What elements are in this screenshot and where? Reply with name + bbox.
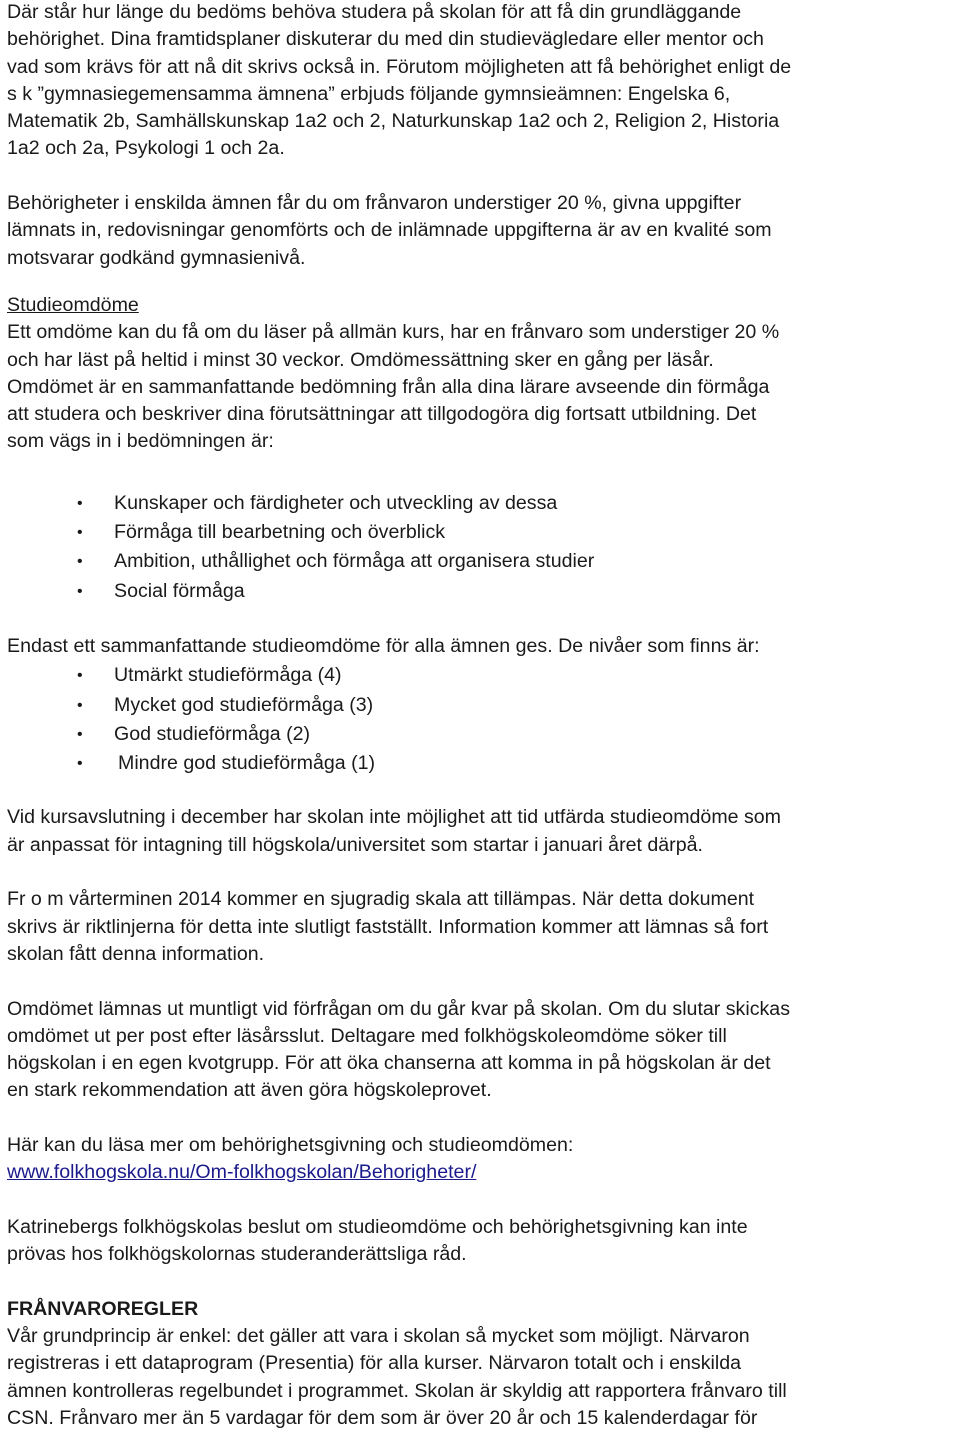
text-line: 1a2 och 2a, Psykologi 1 och 2a. xyxy=(7,137,285,160)
bullet-icon: • xyxy=(77,524,83,542)
list-item xyxy=(7,720,955,749)
read-more-paragraph xyxy=(7,1132,955,1187)
text-line: vad som krävs för att nå dit skrivs också in. Förutom möjligheten att få behörighet enligt de xyxy=(7,55,792,78)
levels-intro: Endast ett sammanfattande studieomdöme för alla ämnen ges. De nivåer som finns är: xyxy=(7,634,760,657)
text-line: Vid kursavslutning i december har skolan inte möjlighet att tid utfärda studieomdöme som xyxy=(7,806,781,829)
text-line: behörighet. Dina framtidsplaner diskuterar du med din studievägledare eller mentor och xyxy=(7,28,764,51)
bullet-icon: • xyxy=(77,696,83,714)
text-line: prövas hos folkhögskolornas studeranderättsliga råd. xyxy=(7,1243,467,1266)
text-line: Omdömet lämnas ut muntligt vid förfrågan om du går kvar på skolan. Om du slutar skickas xyxy=(7,997,790,1020)
list-item xyxy=(7,749,955,778)
text-line: Behörigheter i enskilda ämnen får du om frånvaron understiger 20 %, givna uppgifter xyxy=(7,192,742,215)
list-item xyxy=(7,518,955,547)
section-heading: FRÅNVAROREGLER xyxy=(7,1297,199,1320)
list-item-label: Förmåga till bearbetning och överblick xyxy=(114,521,446,544)
text-line: Katrinebergs folkhögskolas beslut om studieomdöme och behörighetsgivning kan inte xyxy=(7,1215,748,1238)
criteria-list xyxy=(7,489,955,606)
text-line: Där står hur länge du bedöms behöva studera på skolan för att få din grundläggande xyxy=(7,1,742,23)
text-line: s k ”gymnasiegemensamma ämnena” erbjuds följande gymnsieämnen: Engelska 6, xyxy=(7,82,731,105)
absence-rules-section xyxy=(7,1296,955,1432)
text-line: Här kan du läsa mer om behörighetsgivning och studieomdömen: xyxy=(7,1133,574,1156)
studieomdome-section xyxy=(7,292,955,778)
behorigheter-link[interactable]: www.folkhogskola.nu/Om-folkhogskolan/Behorigheter/ xyxy=(7,1161,477,1184)
text-line: registreras i ett dataprogram (Presentia) för alla kurser. Närvaron totalt och i enskilda xyxy=(7,1352,741,1375)
bullet-icon: • xyxy=(77,755,83,773)
list-item xyxy=(7,547,955,576)
bullet-icon: • xyxy=(77,582,83,600)
text-line: en stark rekommendation att även göra högskoleprovet. xyxy=(7,1079,492,1102)
text-line: Matematik 2b, Samhällskunskap 1a2 och 2, Naturkunskap 1a2 och 2, Religion 2, Historia xyxy=(7,110,780,133)
text-line: skolan fått denna information. xyxy=(7,942,265,965)
delivery-paragraph xyxy=(7,996,955,1105)
list-item xyxy=(7,661,955,690)
text-line: Fr o m vårterminen 2014 kommer en sjugradig skala att tillämpas. När detta dokument xyxy=(7,888,755,911)
list-item-label: Ambition, uthållighet och förmåga att organisera studier xyxy=(114,550,595,573)
text-line: Omdömet är en sammanfattande bedömning från alla dina lärare avseende din förmåga xyxy=(7,375,770,398)
list-item-label: Mycket god studieförmåga (3) xyxy=(114,693,374,716)
section-heading: Studieomdöme xyxy=(7,293,139,316)
bullet-icon: • xyxy=(77,553,83,571)
text-line: Ett omdöme kan du få om du läser på allmän kurs, har en frånvaro som understiger 20 % xyxy=(7,321,780,344)
text-line: att studera och beskriver dina förutsättningar att tillgodogöra dig fortsatt utbildning. Det xyxy=(7,403,757,426)
text-line: motsvarar godkänd gymnasienivå. xyxy=(7,246,306,269)
text-line: skrivs är riktlinjerna för detta inte slutligt fastställt. Information kommer att lämnas så fort xyxy=(7,915,769,938)
document-page xyxy=(7,0,955,1432)
bullet-icon: • xyxy=(77,494,83,512)
text-line: som vägs in i bedömningen är: xyxy=(7,430,274,453)
list-item-label: God studieförmåga (2) xyxy=(114,722,311,745)
list-item-label: Mindre god studieförmåga (1) xyxy=(118,752,376,775)
text-line: omdömet ut per post efter läsårsslut. Deltagare med folkhögskoleomdöme söker till xyxy=(7,1024,727,1047)
text-line: högskolan i en egen kvotgrupp. För att öka chanserna att komma in på högskolan är det xyxy=(7,1052,771,1075)
list-item xyxy=(7,691,955,720)
list-item-label: Kunskaper och färdigheter och utveckling av dessa xyxy=(114,491,558,514)
text-line: och har läst på heltid i minst 30 veckor. Omdömessättning sker en gång per läsår. xyxy=(7,348,714,371)
list-item-label: Social förmåga xyxy=(114,579,245,602)
subject-eligibility-paragraph xyxy=(7,190,955,272)
list-item xyxy=(7,577,955,606)
course-end-paragraph xyxy=(7,804,955,859)
bullet-icon: • xyxy=(77,667,83,685)
intro-paragraph xyxy=(7,0,955,163)
appeal-paragraph xyxy=(7,1214,955,1269)
text-line: CSN. Frånvaro mer än 5 vardagar för dem som är över 20 år och 15 kalenderdagar för xyxy=(7,1406,758,1429)
text-line: Vår grundprincip är enkel: det gäller att vara i skolan så mycket som möjligt. Närvaron xyxy=(7,1325,750,1348)
levels-list xyxy=(7,661,955,778)
list-item xyxy=(7,489,955,518)
text-line: ämnen kontrolleras regelbundet i programmet. Skolan är skyldig att rapportera frånvaro till xyxy=(7,1379,787,1402)
text-line: lämnats in, redovisningar genomförts och de inlämnade uppgifterna är av en kvalité som xyxy=(7,219,772,242)
grading-scale-paragraph xyxy=(7,886,955,968)
bullet-icon: • xyxy=(77,725,83,743)
text-line: är anpassat för intagning till högskola/universitet som startar i januari året därpå. xyxy=(7,833,703,856)
list-item-label: Utmärkt studieförmåga (4) xyxy=(114,664,342,687)
